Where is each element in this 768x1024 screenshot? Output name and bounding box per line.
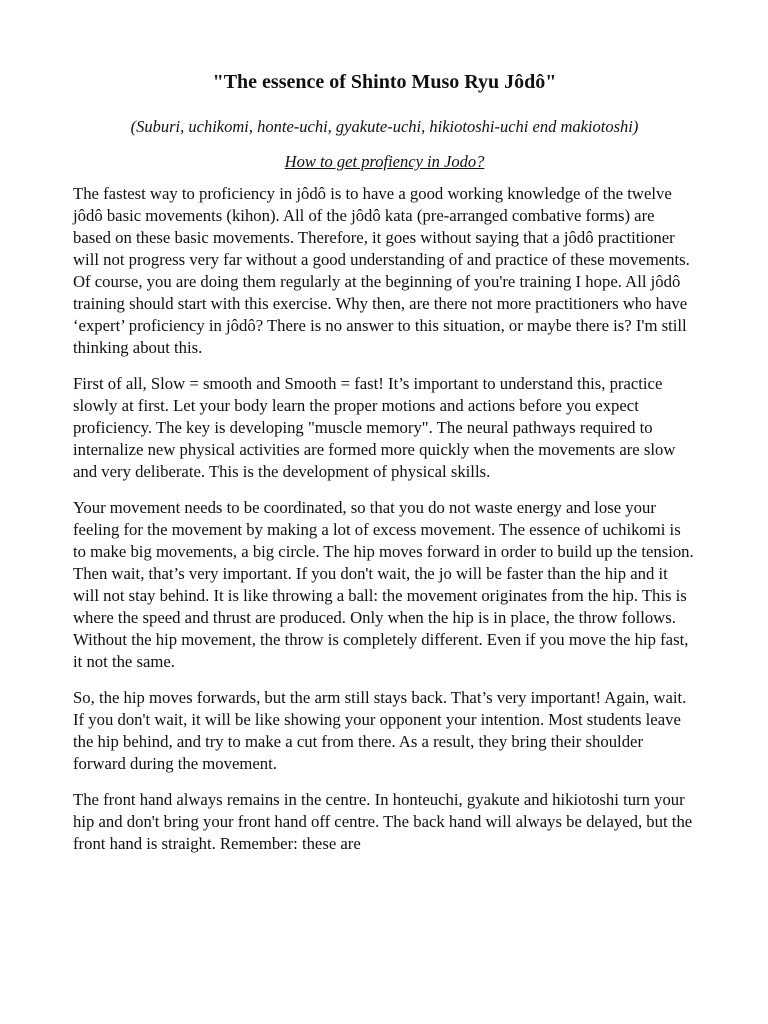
body-paragraph: Your movement needs to be coordinated, so that you do not waste energy and lose your feeling for the movement by making a lot of excess movement. The essence of uchikomi is to make big movements, a big circle. The hip moves forward in order to build up the tension. Then wait, that’s very important. If you don't wait, the jo will be faster than the hip and it will not stay behind. It is like throwing a ball: the movement originates from the hip. This is where the speed and thrust are produced. Only when the hip is in place, the throw follows. Without the hip movement, the throw is completely different. Even if you move the hip fast, it not the same. [73,498,694,671]
document-body [73,183,696,855]
document-title: "The essence of Shinto Muso Ryu Jôdô" [212,71,557,93]
section-heading: How to get profiency in Jodo? [284,152,485,171]
body-paragraph: So, the hip moves forwards, but the arm still stays back. That’s very important! Again, wait. If you don't wait, it will be like showing your opponent your intention. Most students leave the hip behind, and try to make a cut from there. As a result, they bring their shoulder forward during the movement. [73,688,687,773]
document-subtitle: (Suburi, uchikomi, honte-uchi, gyakute-uchi, hikiotoshi-uchi end makiotoshi) [130,117,639,136]
body-paragraph: The fastest way to proficiency in jôdô is to have a good working knowledge of the twelve jôdô basic movements (kihon). All of the jôdô kata (pre-arranged combative forms) are based on these basic movements. Therefore, it goes without saying that a jôdô practitioner will not progress very far without a good understanding of and practice of these movements. Of course, you are doing them regularly at the beginning of you're training I hope. All jôdô training should start with this exercise. Why then, are there not more practitioners who have ‘expert’ proficiency in jôdô? There is no answer to this situation, or maybe there is? I'm still thinking about this. [73,184,690,357]
body-paragraph: The front hand always remains in the centre. In honteuchi, gyakute and hikiotoshi turn your hip and don't bring your front hand off centre. The back hand will always be delayed, but the front hand is straight. Remember: these are [73,790,693,853]
body-paragraph: First of all, Slow = smooth and Smooth = fast! It’s important to understand this, practice slowly at first. Let your body learn the proper motions and actions before you expect proficiency. The key is developing "muscle memory". The neural pathways required to internalize new physical activities are formed more quickly when the movements are slow and very deliberate. This is the development of physical skills. [73,374,676,481]
